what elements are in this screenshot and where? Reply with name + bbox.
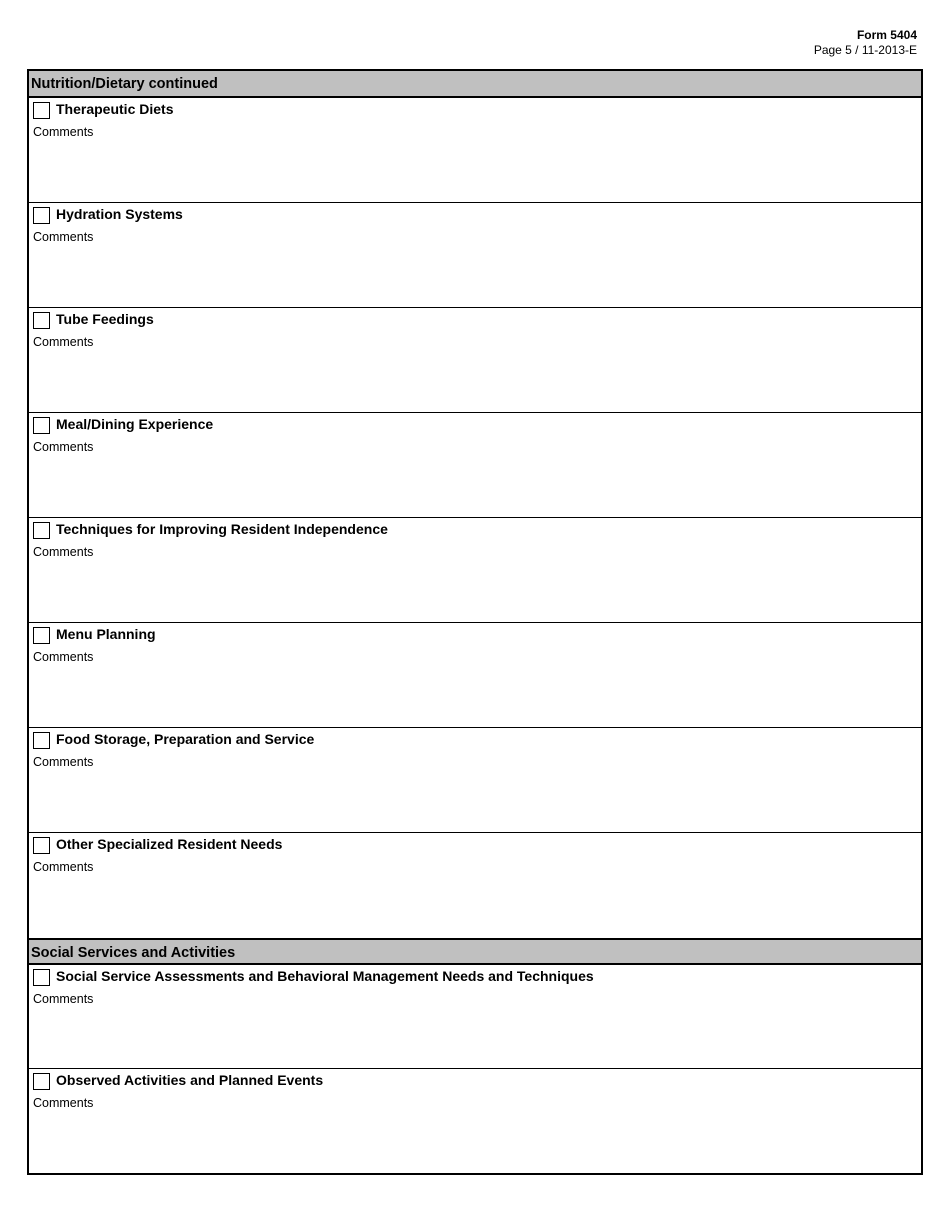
social-service-assessments-comments-field[interactable] [33,1009,917,1064]
hydration-systems-checkbox[interactable] [33,207,50,224]
form-number: Form 5404 [856,28,917,42]
resident-independence-checkbox[interactable] [33,522,50,539]
comments-label: Comments [33,860,94,874]
item-therapeutic-diets [29,98,921,203]
food-storage-checkbox[interactable] [33,732,50,749]
observed-activities-comments-field[interactable] [33,1113,917,1169]
item-title: Tube Feedings [56,311,154,327]
comments-label: Comments [33,992,94,1006]
comments-label: Comments [33,650,94,664]
item-food-storage [29,728,921,833]
observed-activities-checkbox[interactable] [33,1073,50,1090]
item-social-service-assessments [29,965,921,1069]
item-observed-activities [29,1069,921,1173]
section-header-social-services: Social Services and Activities [29,938,921,965]
item-title: Social Service Assessments and Behavioral Management Needs and Techniques [56,968,594,984]
item-meal-dining-experience [29,413,921,518]
tube-feedings-comments-field[interactable] [33,352,917,408]
item-hydration-systems [29,203,921,308]
item-title: Observed Activities and Planned Events [56,1072,324,1088]
item-tube-feedings [29,308,921,413]
comments-label: Comments [33,335,94,349]
therapeutic-diets-checkbox[interactable] [33,102,50,119]
item-title: Techniques for Improving Resident Independence [56,521,388,537]
other-specialized-needs-comments-field[interactable] [33,877,917,934]
menu-planning-checkbox[interactable] [33,627,50,644]
item-title: Meal/Dining Experience [56,416,214,432]
comments-label: Comments [33,755,94,769]
therapeutic-diets-comments-field[interactable] [33,142,917,198]
item-title: Menu Planning [56,626,156,642]
resident-independence-comments-field[interactable] [33,562,917,618]
comments-label: Comments [33,440,94,454]
other-specialized-needs-checkbox[interactable] [33,837,50,854]
comments-label: Comments [33,545,94,559]
menu-planning-comments-field[interactable] [33,667,917,723]
social-service-assessments-checkbox[interactable] [33,969,50,986]
meal-dining-experience-comments-field[interactable] [33,457,917,513]
form-body [27,69,923,1175]
tube-feedings-checkbox[interactable] [33,312,50,329]
item-title: Other Specialized Resident Needs [56,836,283,852]
comments-label: Comments [33,230,94,244]
item-title: Food Storage, Preparation and Service [56,731,315,747]
comments-label: Comments [33,125,94,139]
item-menu-planning [29,623,921,728]
food-storage-comments-field[interactable] [33,772,917,828]
section-header-nutrition: Nutrition/Dietary continued [29,71,921,98]
item-title: Therapeutic Diets [56,101,174,117]
form-header [814,28,917,58]
meal-dining-experience-checkbox[interactable] [33,417,50,434]
item-resident-independence [29,518,921,623]
hydration-systems-comments-field[interactable] [33,247,917,303]
page-info: Page 5 / 11-2013-E [813,43,917,57]
item-other-specialized-needs [29,833,921,938]
comments-label: Comments [33,1096,94,1110]
item-title: Hydration Systems [56,206,183,222]
